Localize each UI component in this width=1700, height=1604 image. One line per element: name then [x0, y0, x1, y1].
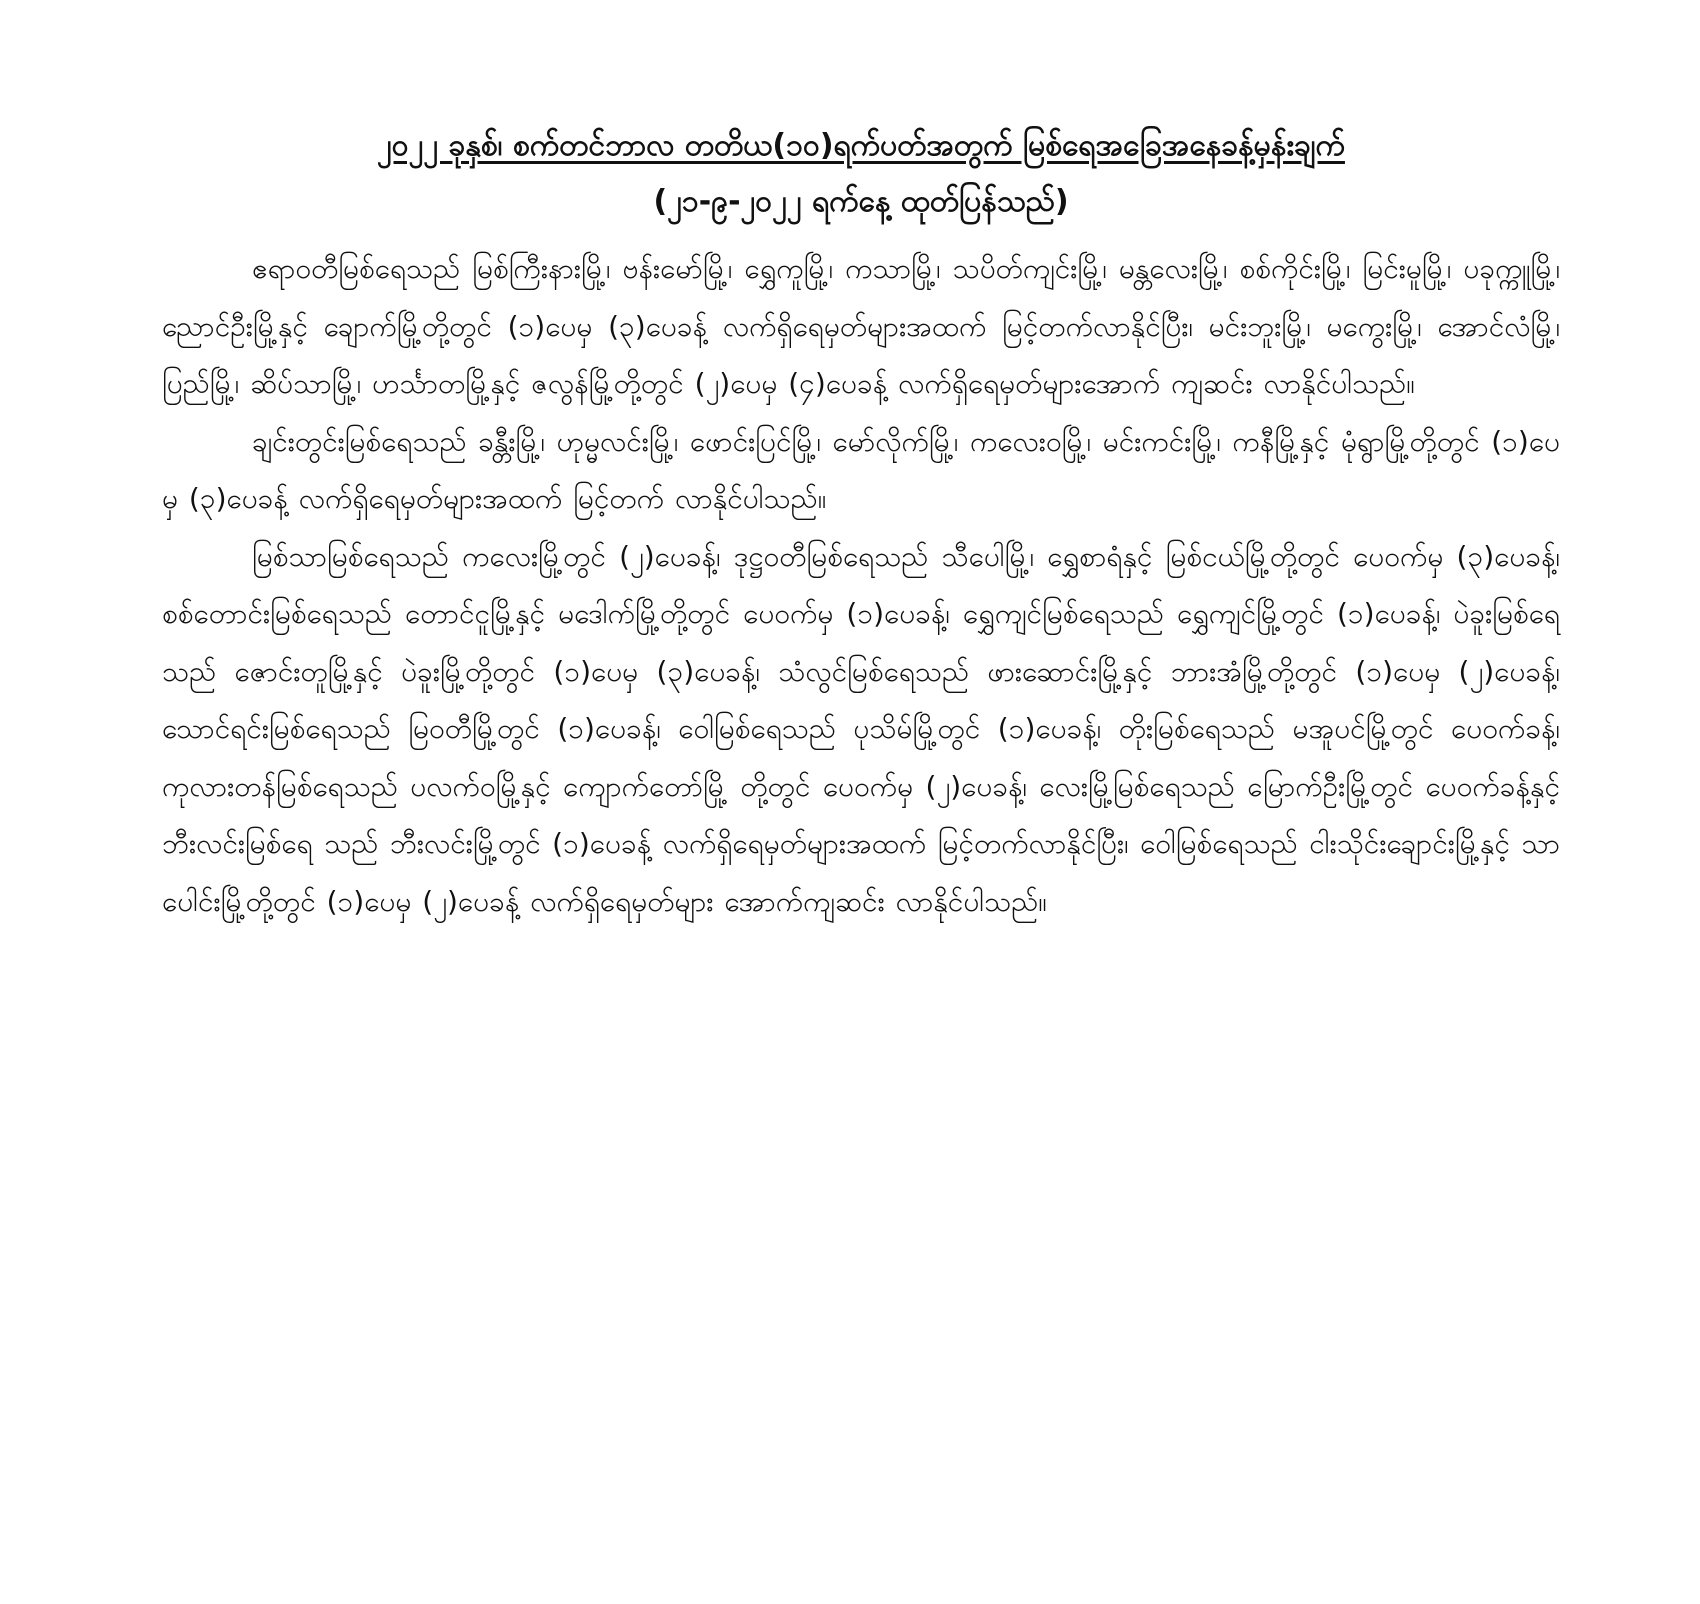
paragraph-other-rivers-forecast: မြစ်သာမြစ်ရေသည် ကလေးမြို့တွင် (၂)ပေခန့်၊ ဒုဋ္ဌဝတီမြစ်ရေသည် သီပေါမြို့၊ ရွှေစာရံနှင့် မြစ်ငယ်မြို့တို့တွင် ပေဝက်မှ (၃)ပေခန့်၊ စစ်တောင်းမြစ်ရေသည် တောင်ငူမြို့နှင့် မဒေါက်မြို့တို့တွင် ပေဝက်မှ (၁)ပေခန့်၊ ရွှေကျင်မြစ်ရေသည် ရွှေကျင်မြို့တွင် (၁)ပေခန့်၊ ပဲခူးမြစ်ရေသည် ဇောင်းတူမြို့နှင့် ပဲခူးမြို့တို့တွင် (၁)ပေမှ (၃)ပေခန့်၊ သံလွင်မြစ်ရေသည် ဖားဆောင်းမြို့နှင့် ဘားအံမြို့တို့တွင် (၁)ပေမှ (၂)ပေခန့်၊ သောင်ရင်းမြစ်ရေသည် မြဝတီမြို့တွင် (၁)ပေခန့်၊ ဝေါမြစ်ရေသည် ပုသိမ်မြို့တွင် (၁)ပေခန့်၊ တိုးမြစ်ရေသည် မအူပင်မြို့တွင် ပေဝက်ခန့်၊ ကုလားတန်မြစ်ရေသည် ပလက်ဝမြို့နှင့် ကျောက်တော်မြို့ တို့တွင် ပေဝက်မှ (၂)ပေခန့်၊ လေးမြို့မြစ်ရေသည် မြောက်ဦးမြို့တွင် ပေဝက်ခန့်နှင့် ဘီးလင်းမြစ်ရေ သည် ဘီးလင်းမြို့တွင် (၁)ပေခန့် လက်ရှိရေမှတ်များအထက် မြင့်တက်လာနိုင်ပြီး၊ ဝေါမြစ်ရေသည် ငါးသိုင်းချောင်းမြို့နှင့် သာပေါင်းမြို့တို့တွင် (၁)ပေမှ (၂)ပေခန့် လက်ရှိရေမှတ်များ အောက်ကျဆင်း လာနိုင်ပါသည်။ [162, 539, 1560, 918]
document-title [162, 118, 1560, 174]
document-title-text: ၂၀၂၂ ခုနှစ်၊ စက်တင်ဘာလ တတိယ(၁၀)ရက်ပတ်အတွက် မြစ်ရေအခြေအနေခန့်မှန်းချက် [377, 128, 1345, 163]
paragraph-ayeyarwady-forecast: ဧရာဝတီမြစ်ရေသည် မြစ်ကြီးနားမြို့၊ ဗန်းမော်မြို့၊ ရွှေကူမြို့၊ ကသာမြို့၊ သပိတ်ကျင်းမြို့၊ မန္တလေးမြို့၊ စစ်ကိုင်းမြို့၊ မြင်းမူမြို့၊ ပခုက္ကူမြို့၊ ညောင်ဦးမြို့နှင့် ချောက်မြို့တို့တွင် (၁)ပေမှ (၃)ပေခန့် လက်ရှိရေမှတ်များအထက် မြင့်တက်လာနိုင်ပြီး၊ မင်းဘူးမြို့၊ မကွေးမြို့၊ အောင်လံမြို့၊ ပြည်မြို့၊ ဆိပ်သာမြို့၊ ဟင်္သာတမြို့နှင့် ဇလွန်မြို့တို့တွင် (၂)ပေမှ (၄)ပေခန့် လက်ရှိရေမှတ်များအောက် ကျဆင်း လာနိုင်ပါသည်။ [162, 252, 1560, 400]
paragraph-chindwin-forecast: ချင်းတွင်းမြစ်ရေသည် ခန္တီးမြို့၊ ဟုမ္မလင်းမြို့၊ ဖောင်းပြင်မြို့၊ မော်လိုက်မြို့၊ ကလေးဝမြို့၊ မင်းကင်းမြို့၊ ကနီမြို့နှင့် မုံရွာမြို့တို့တွင် (၁)ပေမှ (၃)ပေခန့် လက်ရှိရေမှတ်များအထက် မြင့်တက် လာနိုင်ပါသည်။ [162, 424, 1560, 515]
document-subtitle: (၂၁-၉-၂၀၂၂ ရက်နေ့ ထုတ်ပြန်သည်) [653, 184, 1069, 219]
